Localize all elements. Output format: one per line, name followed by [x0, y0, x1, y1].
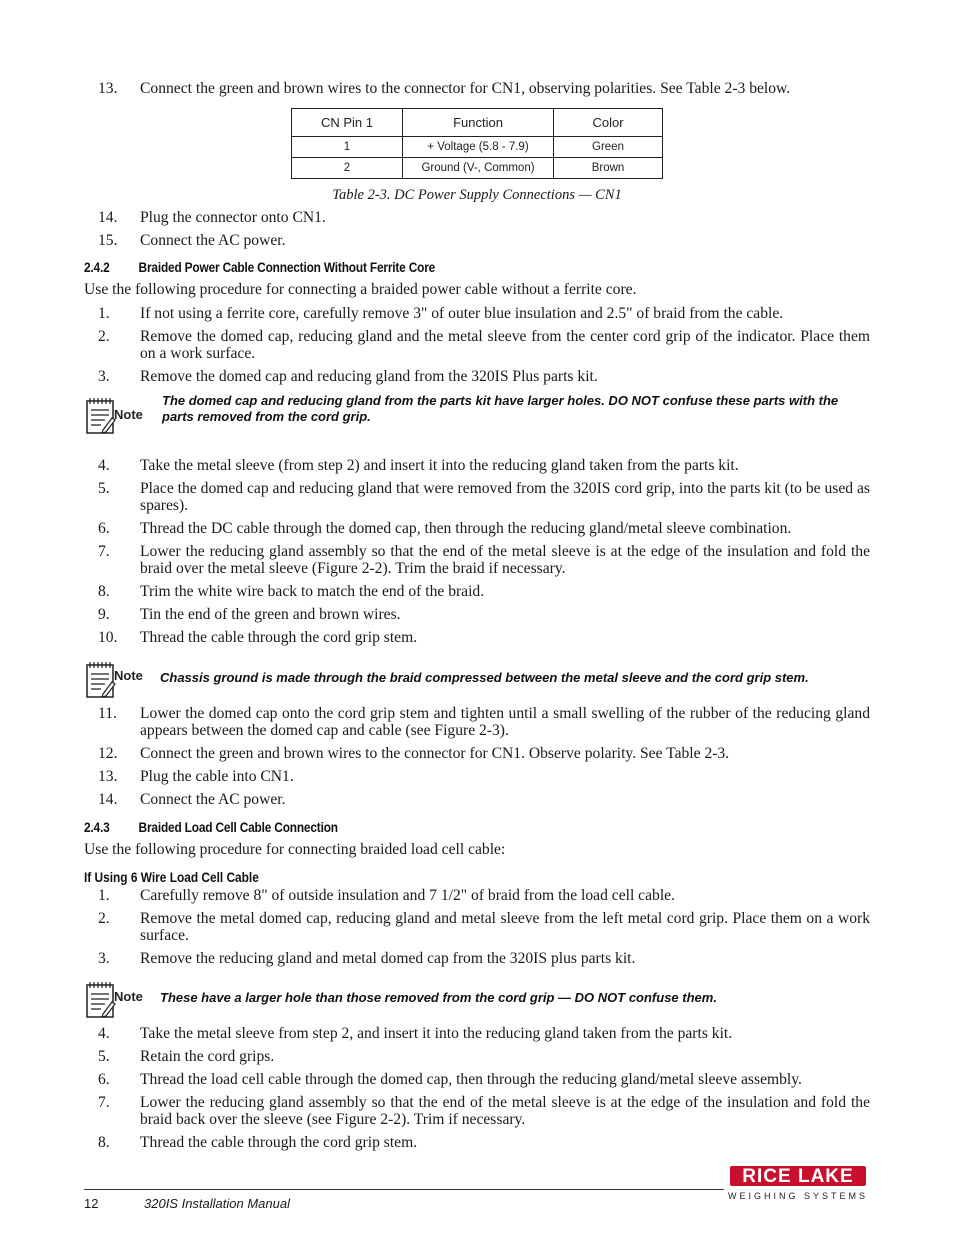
list-item	[84, 950, 870, 967]
section-intro: Use the following procedure for connecting a braided power cable without a ferrite core.	[84, 281, 637, 298]
step-number: 11.	[98, 705, 117, 722]
list-item	[84, 606, 870, 623]
step-number: 8.	[98, 1134, 110, 1151]
note-text: Chassis ground is made through the braid compressed between the metal sleeve and the cord grip stem.	[160, 670, 809, 685]
step-list-after-table	[84, 209, 870, 249]
list-item	[84, 305, 870, 322]
step-number: 8.	[98, 583, 110, 600]
table-cell: Ground (V-, Common)	[403, 158, 554, 179]
step-text: Trim the white wire back to match the end of the braid.	[140, 583, 485, 600]
table-row	[292, 137, 663, 158]
step-text: Connect the AC power.	[140, 791, 286, 808]
logo-bottom-text: WEIGHING SYSTEMS	[728, 1191, 869, 1201]
rice-lake-logo	[728, 1164, 870, 1204]
table-caption: Table 2-3. DC Power Supply Connections — CN1	[332, 187, 622, 203]
list-item	[84, 480, 870, 514]
section-title: Braided Load Cell Cable Connection	[138, 820, 338, 835]
table-cell: + Voltage (5.8 - 7.9)	[403, 137, 554, 158]
list-item	[84, 583, 870, 600]
list-item	[84, 1025, 870, 1042]
table-cell: 1	[292, 137, 403, 158]
step-text: If not using a ferrite core, carefully remove 3" of outer blue insulation and 2.5" of braid from the cable.	[140, 305, 784, 322]
section-intro: Use the following procedure for connecting braided load cell cable:	[84, 841, 506, 858]
step-list-242-c	[84, 705, 870, 808]
table-cell: 2	[292, 158, 403, 179]
step-text: Plug the cable into CN1.	[140, 768, 294, 785]
step-number: 15.	[98, 232, 118, 249]
step-text: Remove the reducing gland and metal domed cap from the 320IS plus parts kit.	[140, 950, 636, 967]
list-item	[84, 457, 870, 474]
list-item	[84, 80, 870, 97]
notepad-icon	[84, 660, 150, 700]
step-number: 9.	[98, 606, 110, 623]
list-item	[84, 520, 870, 537]
step-number: 4.	[98, 1025, 110, 1042]
step-text: Tin the end of the green and brown wires.	[140, 606, 401, 623]
step-text: Remove the domed cap and reducing gland from the 320IS Plus parts kit.	[140, 368, 598, 385]
table-header-cell: Function	[403, 109, 554, 137]
step-text: Remove the metal domed cap, reducing gland and metal sleeve from the left metal cord grip. Place them on a work surface.	[140, 910, 870, 944]
step-text: Lower the reducing gland assembly so that the end of the metal sleeve is at the edge of the insulation and fold the braid over the metal sleeve (Figure 2-2). Trim the braid if necessary.	[140, 543, 870, 577]
list-item	[84, 232, 870, 249]
note-label: Note	[114, 668, 143, 683]
footer-manual-title: 320IS Installation Manual	[144, 1196, 290, 1211]
step-text: Connect the green and brown wires to the connector for CN1. Observe polarity. See Table 2-3.	[140, 745, 730, 762]
step-number: 1.	[98, 305, 110, 322]
table-cell: Brown	[554, 158, 663, 179]
section-heading-2-4-2	[84, 260, 435, 275]
step-number: 3.	[98, 368, 110, 385]
note-text: These have a larger hole than those removed from the cord grip — DO NOT confuse them.	[160, 990, 717, 1005]
list-item	[84, 1048, 870, 1065]
step-number: 1.	[98, 887, 110, 904]
step-number: 6.	[98, 520, 110, 537]
section-number: 2.4.3	[84, 820, 110, 835]
footer-rule	[84, 1189, 724, 1190]
step-number: 7.	[98, 543, 110, 560]
step-text: Lower the domed cap onto the cord grip stem and tighten until a small swelling of the rubber of the reducing gland appears between the domed cap and cable (see Figure 2-3).	[140, 705, 870, 739]
step-text: Plug the connector onto CN1.	[140, 209, 326, 226]
step-number: 3.	[98, 950, 110, 967]
step-number: 7.	[98, 1094, 110, 1111]
list-item	[84, 328, 870, 362]
step-number: 5.	[98, 1048, 110, 1065]
step-number: 14.	[98, 791, 118, 808]
list-item	[84, 768, 870, 785]
note-label: Note	[114, 407, 143, 422]
step-number: 12.	[98, 745, 118, 762]
step-list-242-a	[84, 305, 870, 385]
table-header-row	[292, 109, 663, 137]
step-text: Thread the DC cable through the domed cap, then through the reducing gland/metal sleeve combination.	[140, 520, 792, 537]
list-item	[84, 887, 870, 904]
list-item	[84, 1094, 870, 1128]
step-number: 5.	[98, 480, 110, 497]
list-item	[84, 368, 870, 385]
list-item	[84, 705, 870, 739]
step-number: 13.	[98, 768, 118, 785]
section-number: 2.4.2	[84, 260, 110, 275]
step-text: Place the domed cap and reducing gland that were removed from the 320IS cord grip, into the parts kit (to be used as spares).	[140, 480, 870, 514]
notepad-icon	[84, 396, 150, 436]
step-text: Take the metal sleeve (from step 2) and insert it into the reducing gland taken from the parts kit.	[140, 457, 739, 474]
list-item	[84, 209, 870, 226]
footer-page-number: 12	[84, 1196, 99, 1211]
step-number: 2.	[98, 910, 110, 927]
step-text: Retain the cord grips.	[140, 1048, 275, 1065]
step-list-243-a	[84, 887, 870, 967]
step-number: 6.	[98, 1071, 110, 1088]
step-text: Remove the domed cap, reducing gland and the metal sleeve from the center cord grip of the indicator. Place them on a work surface.	[140, 328, 870, 362]
step-text: Take the metal sleeve from step 2, and insert it into the reducing gland taken from the parts kit.	[140, 1025, 733, 1042]
list-item	[84, 910, 870, 944]
table-cell: Green	[554, 137, 663, 158]
list-item	[84, 791, 870, 808]
list-item	[84, 745, 870, 762]
step-text: Thread the cable through the cord grip stem.	[140, 629, 418, 646]
section-heading-2-4-3	[84, 820, 338, 835]
step-text: Lower the reducing gland assembly so that the end of the metal sleeve is at the edge of the insulation and fold the braid back over the sleeve (see Figure 2-2). Trim if necessary.	[140, 1094, 870, 1128]
table-header-cell: Color	[554, 109, 663, 137]
step-text: Thread the cable through the cord grip stem.	[140, 1134, 418, 1151]
step-text: Connect the AC power.	[140, 232, 286, 249]
list-item	[84, 629, 870, 646]
step-list-242-b	[84, 457, 870, 646]
dc-power-table	[291, 108, 663, 179]
note-text: The domed cap and reducing gland from the parts kit have larger holes. DO NOT confuse these parts with the parts removed from the cord grip.	[162, 393, 839, 424]
step-text: Connect the green and brown wires to the connector for CN1, observing polarities. See Table 2-3 below.	[140, 80, 791, 97]
notepad-icon	[84, 980, 150, 1020]
step-text: Thread the load cell cable through the domed cap, then through the reducing gland/metal sleeve assembly.	[140, 1071, 802, 1088]
step-list-243-b	[84, 1025, 870, 1151]
logo-top-text: RICE LAKE	[742, 1166, 854, 1187]
list-item	[84, 1071, 870, 1088]
note-label: Note	[114, 989, 143, 1004]
list-item	[84, 1134, 870, 1151]
step-number: 4.	[98, 457, 110, 474]
table-header-cell: CN Pin 1	[292, 109, 403, 137]
step-text: Carefully remove 8" of outside insulation and 7 1/2" of braid from the load cell cable.	[140, 887, 675, 904]
step-number: 13.	[98, 80, 118, 97]
step-list-top	[84, 80, 870, 97]
list-item	[84, 543, 870, 577]
step-number: 2.	[98, 328, 110, 345]
step-number: 10.	[98, 629, 118, 646]
section-title: Braided Power Cable Connection Without Ferrite Core	[138, 260, 436, 275]
step-number: 14.	[98, 209, 118, 226]
table-row	[292, 158, 663, 179]
subheading-6-wire: If Using 6 Wire Load Cell Cable	[84, 870, 259, 885]
